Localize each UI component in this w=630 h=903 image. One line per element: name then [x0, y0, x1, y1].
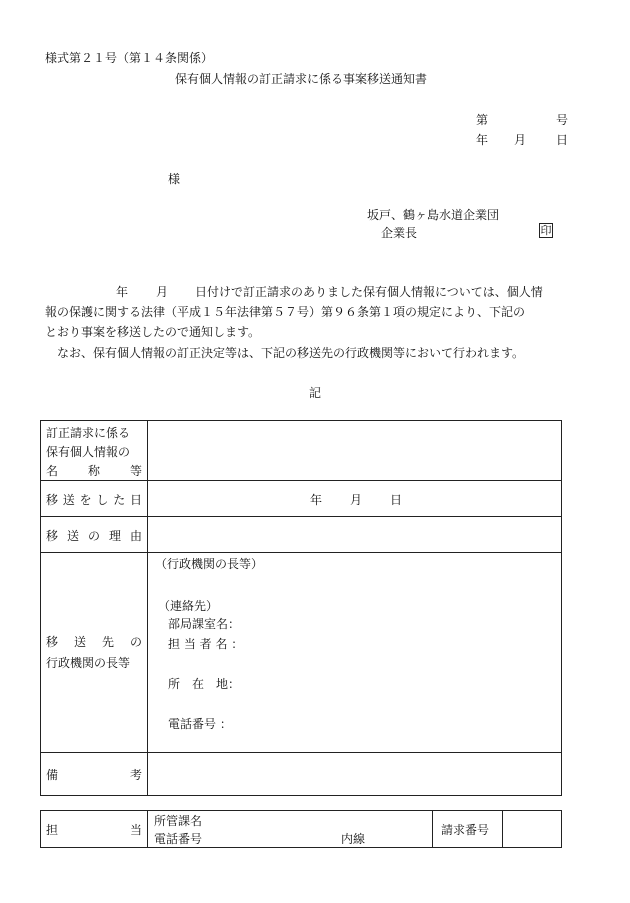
footer-divider [432, 810, 433, 848]
transfer-date-year: 年 [310, 493, 323, 507]
doc-number-suffix: 号 [556, 113, 569, 127]
contact-dept: 部局課室名： [168, 617, 241, 631]
table-row-divider [40, 480, 562, 481]
footer-request-number: 請求番号 [441, 823, 490, 837]
doc-number-prefix: 第 [476, 113, 489, 127]
date-month: 月 [514, 133, 527, 147]
sender-organization: 坂戸、鶴ヶ島水道企業団 [367, 208, 500, 222]
seal-mark: 印 [540, 224, 552, 237]
row1-label-line1: 訂正請求に係る [46, 426, 131, 440]
contact-address: 所 在 地： [168, 677, 241, 691]
row1-label-line3: 名 称 等 [46, 464, 142, 478]
document-title: 保有個人情報の訂正請求に係る事案移送通知書 [175, 72, 428, 86]
body-line4: なお、保有個人情報の訂正決定等は、下記の移送先の行政機関等において行われます。 [57, 346, 525, 360]
ki-heading: 記 [309, 386, 322, 400]
date-day: 日 [556, 133, 569, 147]
body-line3: とおり事案を移送したので通知します。 [45, 325, 261, 339]
footer-extension: 内線 [341, 832, 366, 846]
remarks-label: 備 考 [46, 768, 142, 782]
date-year: 年 [476, 133, 489, 147]
addressee-honorific: 様 [168, 172, 181, 186]
body-line2: 報の保護に関する法律（平成１５年法律第５７号）第９６条第１項の規定により、下記の [45, 305, 526, 319]
contact-person: 担 当 者 名 ： [168, 637, 244, 651]
body-line1-text: 日付けで訂正請求のありました保有個人情報については、個人情 [195, 285, 543, 299]
footer-label: 担 当 [46, 823, 142, 837]
table-row-divider [40, 752, 562, 753]
row1-label-line2: 保有個人情報の [46, 445, 131, 459]
form-number: 様式第２１号（第１４条関係） [45, 51, 214, 65]
destination-label-line2: 行政機関の長等 [46, 656, 131, 670]
destination-label-line1: 移 送 先 の [46, 635, 142, 649]
transfer-date-month: 月 [350, 493, 363, 507]
contact-heading: （連絡先） [158, 599, 219, 613]
table-row-divider [40, 516, 562, 517]
transfer-date-day: 日 [390, 493, 403, 507]
sender-title: 企業長 [381, 226, 418, 240]
footer-dept: 所管課名 [154, 814, 203, 828]
transfer-reason-label: 移送の理由 [46, 529, 142, 543]
footer-phone: 電話番号 [154, 832, 203, 846]
footer-divider [147, 810, 148, 848]
contact-phone: 電話番号 ： [168, 717, 232, 731]
footer-divider [502, 810, 503, 848]
table-column-divider [147, 420, 148, 796]
transfer-date-label: 移送をした日 [46, 493, 142, 507]
table-row-divider [40, 552, 562, 553]
body-line1-month: 月 [156, 285, 169, 299]
body-line1-year: 年 [116, 285, 129, 299]
destination-head: （行政機関の長等） [155, 557, 264, 571]
